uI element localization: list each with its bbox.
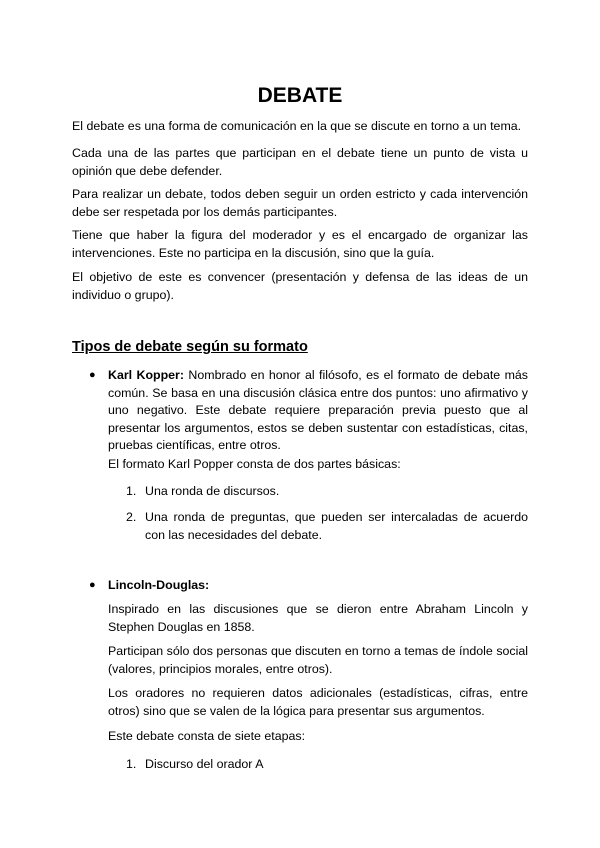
intro-paragraph-2: Cada una de las partes que participan en el debate tiene un punto de vista u opinión que debe defender. <box>72 146 528 178</box>
intro-paragraph-4: Tiene que haber la figura del moderador y es el encargado de organizar las intervenciones. Este no participa en la discusión, sino que la guía. <box>72 228 528 260</box>
format-description-text: Nombrado en honor al filósofo, es el formato de debate más común. Se basa en una discusión clásica entre dos puntos: uno afirmativo y uno negativo. Este debate requiere preparación previa puesto que al presentar los argumentos, estos se deben sustentar con estadísticas, citas, pruebas científicas, entre otros. <box>108 368 528 452</box>
section-heading: Tipos de debate según su formato <box>72 339 308 355</box>
document-title: DEBATE <box>257 84 343 107</box>
format-lincoln-douglas-paragraph-1: Inspirado en las discusiones que se dieron entre Abraham Lincoln y Stephen Douglas en 1858. <box>108 602 528 634</box>
intro-paragraph-3: Para realizar un debate, todos deben seguir un orden estricto y cada intervención debe ser respetada por los demás participantes. <box>72 187 528 219</box>
intro-paragraph-1: El debate es una forma de comunicación en la que se discute en torno a un tema. <box>72 119 522 133</box>
format-lincoln-douglas-name <box>108 577 528 595</box>
list-item-text: Una ronda de discursos. <box>145 484 280 498</box>
format-lincoln-douglas-paragraph-4: Este debate consta de siete etapas: <box>108 729 306 743</box>
format-lincoln-douglas-paragraph-2: Participan sólo dos personas que discuten en torno a temas de índole social (valores, principios morales, entre otros). <box>108 644 528 676</box>
list-number: 2. <box>126 510 137 524</box>
format-karl-kopper-description <box>108 367 528 455</box>
format-name: Karl Kopper: <box>108 368 185 382</box>
format-name: Lincoln-Douglas: <box>108 578 210 592</box>
format-karl-kopper-paragraph-1: El formato Karl Popper consta de dos partes básicas: <box>108 457 401 471</box>
list-item-text: Discurso del orador A <box>145 757 264 771</box>
list-item-text: Una ronda de preguntas, que pueden ser intercaladas de acuerdo con las necesidades del debate. <box>145 510 528 542</box>
bullet-icon: ● <box>89 369 96 381</box>
bullet-icon: ● <box>89 579 96 591</box>
intro-paragraph-5: El objetivo de este es convencer (presentación y defensa de las ideas de un individuo o grupo). <box>72 270 528 302</box>
list-number: 1. <box>126 484 137 498</box>
list-number: 1. <box>126 757 137 771</box>
format-lincoln-douglas-paragraph-3: Los oradores no requieren datos adicionales (estadísticas, cifras, entre otros) sino que se valen de la lógica para presentar sus argumentos. <box>108 686 528 718</box>
